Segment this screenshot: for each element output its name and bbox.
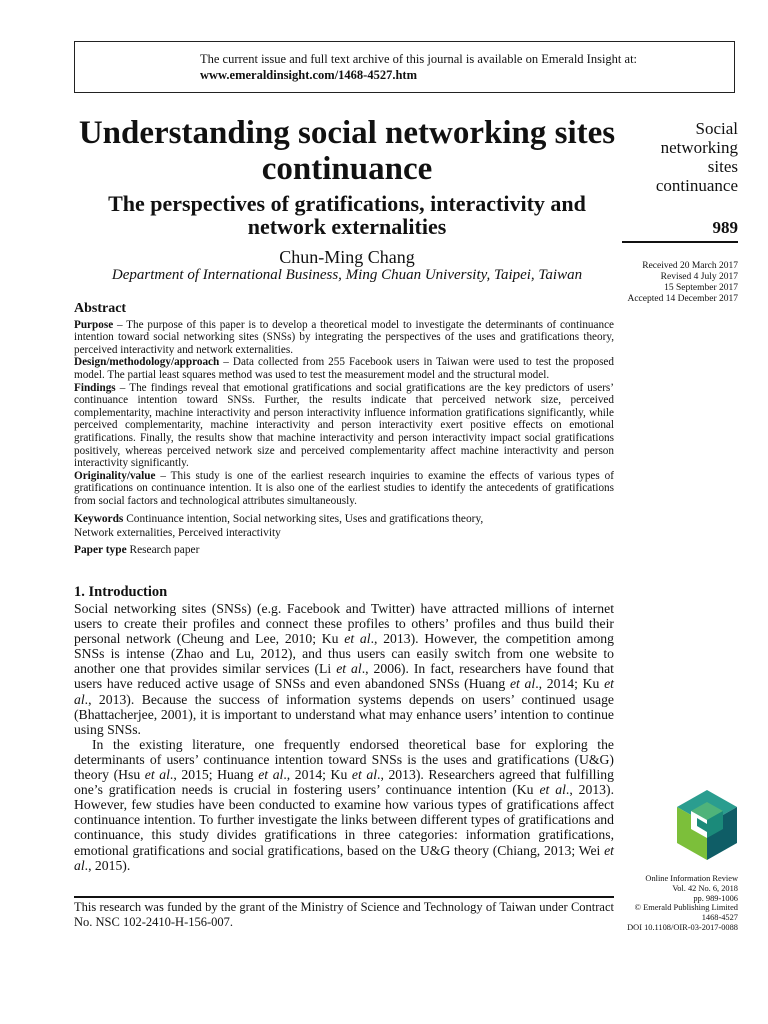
- text-run: ., 2013). Researchers agreed that fulfilling one’s gratification needs is crucial in fostering users’ continuance intention (Ku: [74, 767, 614, 798]
- abstract-text: – The purpose of this paper is to develop a theoretical model to investigate the determinants of continuance intention toward social networking sites (SNSs) by integrating the perspectives of the uses and gratifications theory, perceived interactivity and network externalities.: [74, 318, 614, 356]
- et-al: et al: [258, 767, 284, 783]
- running-title: [608, 119, 738, 195]
- abstract-design: [74, 356, 614, 381]
- abstract-section: [74, 303, 614, 556]
- section-heading-introduction: 1. Introduction: [74, 584, 168, 600]
- journal-citation-info: [588, 874, 738, 933]
- journal-copyright: © Emerald Publishing Limited: [634, 903, 738, 913]
- running-title-line: continuance: [655, 176, 738, 195]
- et-al: et al: [74, 676, 614, 707]
- text-run: In the existing literature, one frequently endorsed theoretical base for exploring the determinants of users’ continuance intention toward SNSs is the uses and gratifications (U&G) theory (Hsu: [74, 736, 614, 783]
- funding-footnote: This research was funded by the grant of the Ministry of Science and Technology of Taiwan under Contract No. NSC 102-2410-H-156-007.: [74, 900, 614, 929]
- keywords-text: Network externalities, Perceived interactivity: [74, 526, 281, 539]
- text-run: ., 2015; Huang: [169, 767, 259, 783]
- banner-url-link[interactable]: www.emeraldinsight.com/1468-4527.htm: [200, 68, 417, 82]
- date-line: Accepted 14 December 2017: [627, 294, 738, 304]
- abstract-label: Originality/value: [74, 469, 156, 482]
- sidebar-divider: [622, 241, 738, 243]
- abstract-label: Findings: [74, 381, 116, 394]
- paper-type-label: Paper type: [74, 543, 127, 556]
- abstract-text: – This study is one of the earliest research inquiries to examine the effects of various types of gratifications on continuance intention. It is also one of the earliest studies to identify the antecedents of gratifications from social factors and technological attributes simultaneously.: [74, 469, 614, 507]
- abstract-findings: [74, 382, 614, 470]
- page-number: 989: [712, 218, 738, 237]
- journal-name: Online Information Review: [645, 874, 738, 883]
- et-al: et al: [509, 676, 536, 692]
- running-title-line: networking: [660, 138, 738, 157]
- author-affiliation: Department of International Business, Ming Chuan University, Taipei, Taiwan: [111, 267, 583, 283]
- abstract-text: – The findings reveal that emotional gratifications and social gratifications are the key predictors of users’ continuance intention toward SNSs. Further, the results indicate that perceived network size, perceived complementarity, machine interactivity and person interactivity influence information gratifications significantly, while perceived complementarity, machine interactivity and person interactivity exert positive effects on emotional gratifications. Finally, the results show that machine interactivity and person interactivity impact social gratifications positively, whereas perceived network size and perceived complementarity affect machine interactivity and person interactivity significantly.: [74, 381, 614, 470]
- et-al: et al: [539, 782, 566, 798]
- journal-issn: 1468-4527: [701, 913, 738, 923]
- text-run: Social networking sites (SNSs) (e.g. Facebook and Twitter) have attracted millions of internet users to create their profiles and connect these profiles to others’ profiles and thus build their personal network (Cheung and Lee, 2010; Ku: [74, 601, 614, 647]
- introduction-body: [74, 601, 614, 873]
- article-subtitle: The perspectives of gratifications, interactivity and network externalities: [108, 191, 586, 239]
- text-run: ., 2014; Ku: [283, 767, 352, 783]
- journal-volume: Vol. 42 No. 6, 2018: [672, 883, 738, 893]
- et-al: et al: [144, 767, 170, 783]
- keywords-label: Keywords: [74, 512, 124, 525]
- paper-type: [74, 544, 614, 557]
- banner-text: The current issue and full text archive of this journal is available on Emerald Insight at:: [200, 52, 638, 66]
- article-title: Understanding social networking sites continuance: [78, 115, 616, 187]
- et-al: et al: [351, 767, 378, 783]
- text-run: ., 2014; Ku: [535, 676, 605, 692]
- running-title-line: Social: [695, 119, 738, 138]
- journal-pages: pp. 989-1006: [693, 893, 738, 903]
- keywords: [74, 512, 614, 540]
- text-run: ., 2015).: [84, 857, 131, 873]
- keywords-text: Continuance intention, Social networking sites, Uses and gratifications theory,: [123, 512, 484, 525]
- abstract-label: Design/methodology/approach: [74, 356, 220, 369]
- et-al: et al: [336, 661, 362, 677]
- date-line: Revised 4 July 2017: [660, 272, 738, 282]
- abstract-label: Purpose: [74, 318, 114, 331]
- journal-access-banner: [74, 41, 735, 93]
- et-al: et al: [74, 842, 614, 873]
- journal-doi[interactable]: DOI 10.1108/OIR-03-2017-0088: [627, 922, 738, 932]
- abstract-purpose: [74, 319, 614, 357]
- abstract-originality: [74, 470, 614, 508]
- text-run: ., 2013). However, few studies have been conducted to examine how various types of gratifications affect continuance intention. To further investigate the links between different types of gratifications and continuance, this study divides gratifications in three categories: information gratifications, emotional gratifications and social gratifications, based on the U&G theory (Chiang, 2013; Wei: [74, 782, 615, 858]
- date-line: 15 September 2017: [664, 283, 738, 293]
- abstract-text: – Data collected from 255 Facebook users in Taiwan were used to test the proposed model. The partial least squares method was used to test the measurement model and the structural model.: [74, 356, 614, 381]
- date-line: Received 20 March 2017: [642, 261, 738, 271]
- text-run: ., 2013). However, the competition among SNSs is intense (Zhao and Lu, 2012), and thus users can easily switch from one website to another one that provides similar services (Li: [74, 631, 614, 677]
- paper-type-text: Research paper: [126, 543, 200, 556]
- text-run: ., 2013). Because the success of information systems depends on users’ continued usage (Bhattacherjee, 2001), it is important to understand what may enhance users’ intention to continue using SNSs.: [74, 691, 614, 737]
- paragraph: [74, 737, 614, 873]
- footnote-divider: [74, 896, 614, 898]
- article-dates: [588, 261, 738, 305]
- paragraph: [74, 601, 614, 737]
- emerald-crossref-logo-icon: [675, 788, 739, 862]
- text-run: ., 2006). In fact, researchers have found that users have reduced active usage of SNSs and even abandoned SNSs (Huang: [74, 661, 614, 692]
- running-title-line: sites: [707, 157, 738, 176]
- author-name: Chun-Ming Chang: [279, 247, 415, 267]
- abstract-heading: Abstract: [74, 301, 127, 316]
- et-al: et al: [344, 631, 371, 647]
